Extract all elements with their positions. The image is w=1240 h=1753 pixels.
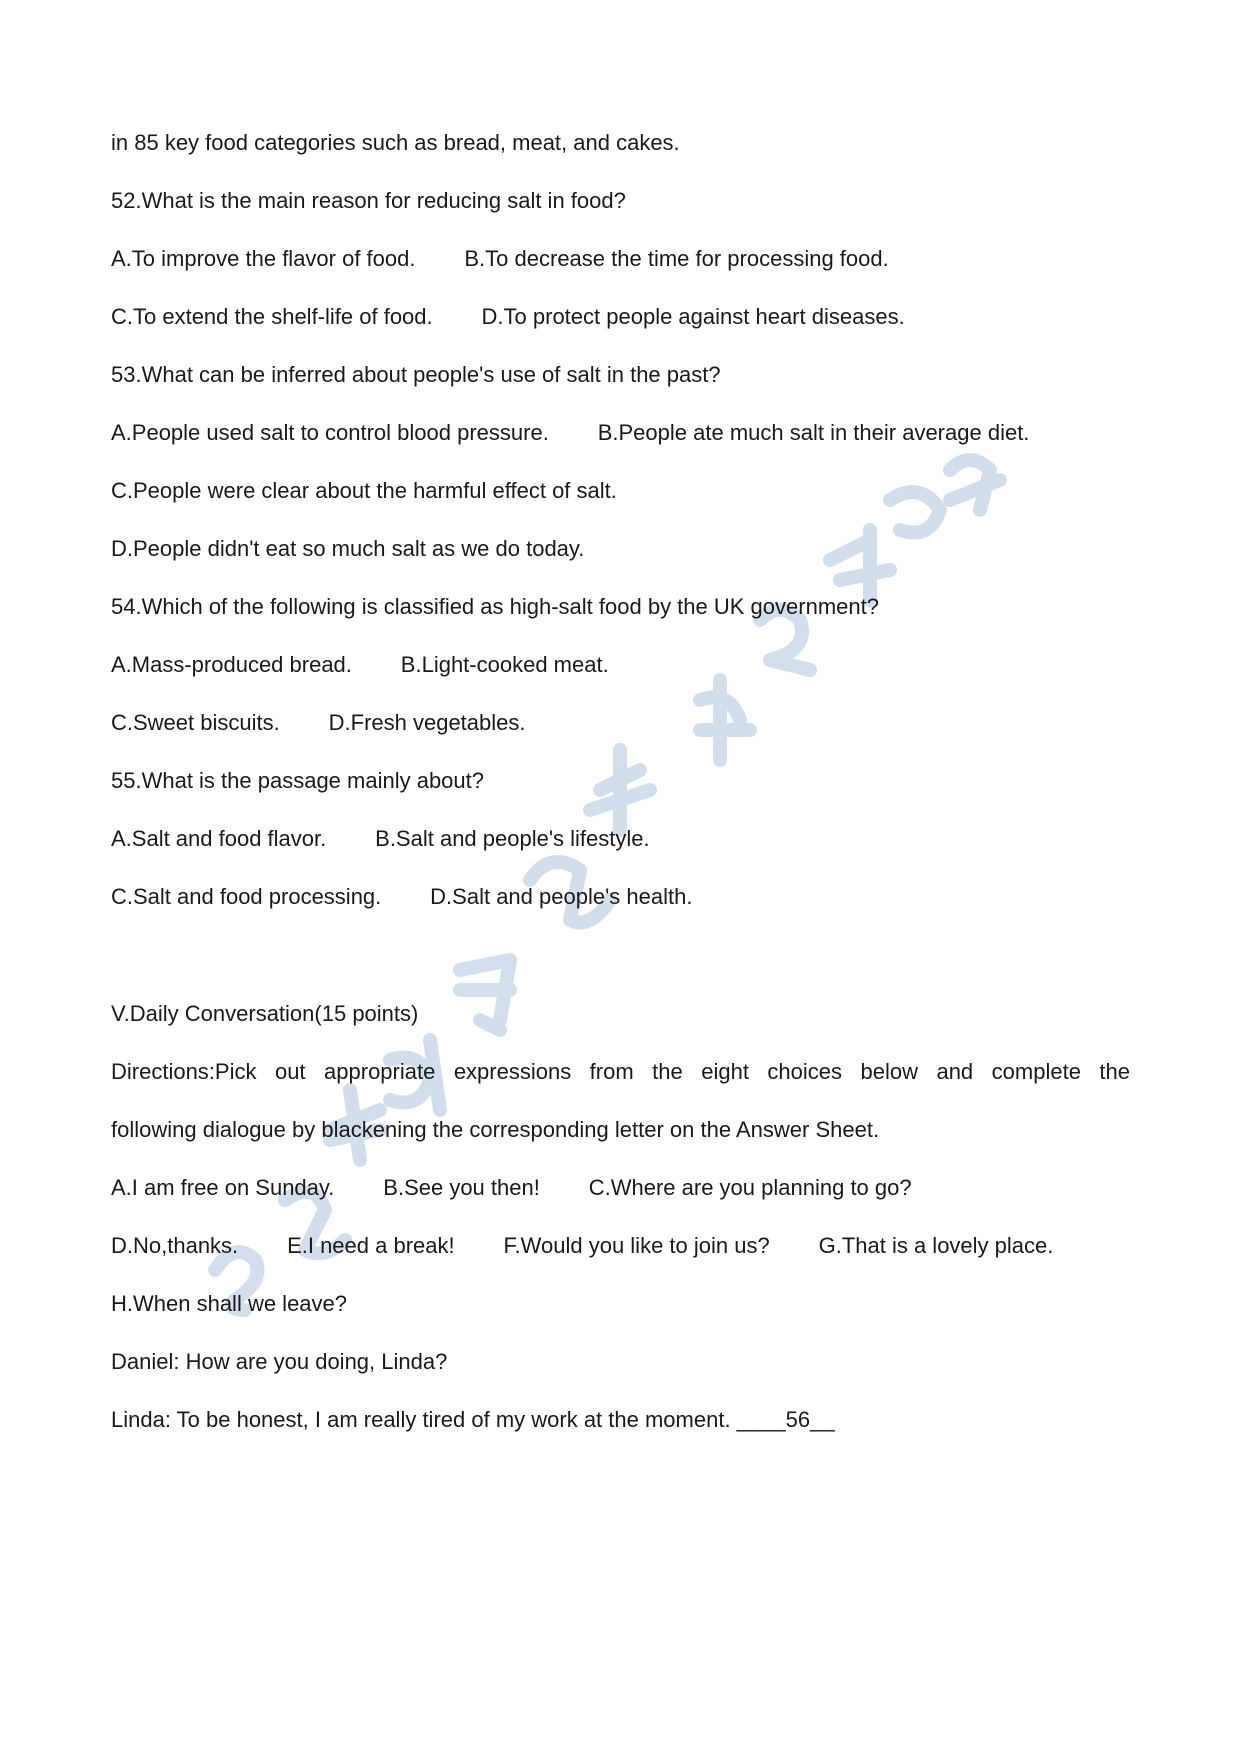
- choices-line-2: D.No,thanks. E.I need a break! F.Would you like to join us? G.That is a lovely place.: [111, 1233, 1054, 1258]
- directions-line-1: Directions:Pick out appropriate expressions from the eight choices below and complete the: [111, 1059, 1130, 1084]
- choices-line-1: A.I am free on Sunday. B.See you then! C.Where are you planning to go?: [111, 1175, 912, 1200]
- question-52-options-ab: A.To improve the flavor of food. B.To decrease the time for processing food.: [111, 246, 889, 271]
- passage-closing-line: in 85 key food categories such as bread, meat, and cakes.: [111, 130, 680, 155]
- question-55: 55.What is the passage mainly about?: [111, 768, 485, 793]
- question-55-options-ab: A.Salt and food flavor. B.Salt and people's lifestyle.: [111, 826, 650, 851]
- question-53-options-ab: A.People used salt to control blood pressure. B.People ate much salt in their average diet.: [111, 420, 1030, 445]
- question-54-options-cd: C.Sweet biscuits. D.Fresh vegetables.: [111, 710, 526, 735]
- choices-line-3: H.When shall we leave?: [111, 1291, 348, 1316]
- question-53-option-c: C.People were clear about the harmful effect of salt.: [111, 478, 617, 503]
- dialogue-line-linda: Linda: To be honest, I am really tired of my work at the moment. ____56__: [111, 1407, 835, 1432]
- question-54: 54.Which of the following is classified as high-salt food by the UK government?: [111, 594, 879, 619]
- question-53-option-d: D.People didn't eat so much salt as we do today.: [111, 536, 585, 561]
- question-52: 52.What is the main reason for reducing salt in food?: [111, 188, 626, 213]
- question-55-options-cd: C.Salt and food processing. D.Salt and people's health.: [111, 884, 693, 909]
- question-52-options-cd: C.To extend the shelf-life of food. D.To protect people against heart diseases.: [111, 304, 905, 329]
- question-54-options-ab: A.Mass-produced bread. B.Light-cooked meat.: [111, 652, 609, 677]
- dialogue-line-daniel: Daniel: How are you doing, Linda?: [111, 1349, 448, 1374]
- directions-line-2: following dialogue by blackening the corresponding letter on the Answer Sheet.: [111, 1117, 880, 1142]
- question-53: 53.What can be inferred about people's use of salt in the past?: [111, 362, 721, 387]
- section-heading: V.Daily Conversation(15 points): [111, 1001, 419, 1026]
